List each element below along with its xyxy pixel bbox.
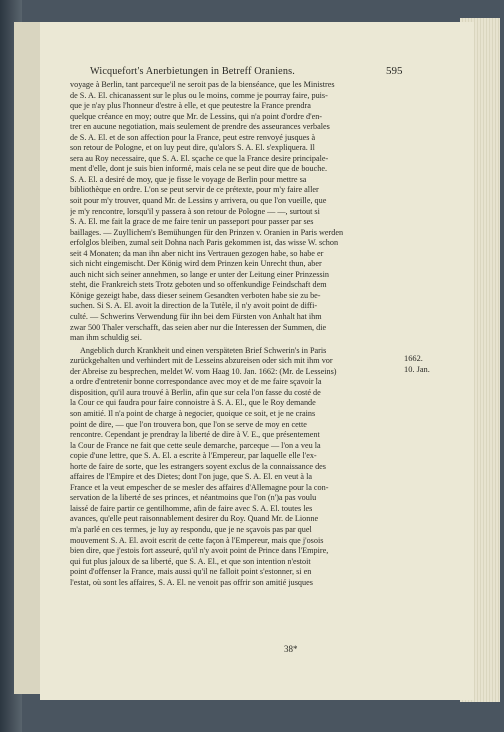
paragraph-1: [70, 80, 404, 344]
text-line: bibliothèque en ordre. L'on se peut servir de ce prétexte, pour m'y faire aller: [70, 185, 319, 195]
text-line: m'a parlé en ces termes, je luy ay respondu, que je ne sçavois pas par quel: [70, 524, 312, 534]
text-line: Angeblich durch Krankheit und einen verspäteten Brief Schwerin's in Paris: [80, 345, 327, 355]
text-line: qui fut plus jaloux de sa liberté, que S. A. El., et que son intention n'estoit: [70, 556, 311, 566]
text-line: S. A. El. me fait la grace de me faire tenir un passeport pour passer par ses: [70, 217, 314, 227]
text-line: horte de faire de sorte, que les estrangers soyent exclus de la connaissance des: [70, 461, 326, 471]
text-line: voyage à Berlin, tant parceque'il ne seroit pas de la bienséance, que les Ministres: [70, 80, 335, 89]
text-line: son retour de Pologne, et on luy peut dire, qu'alors S. A. El. s'expliquera. Il: [70, 143, 315, 153]
text-line: disposition, qu'il aura trouvé à Berlin, afin que sur cela l'on fasse du costé de: [70, 387, 321, 397]
text-line: rencontre. Cependant je prendray la liberté de dire à V. E., que présentement: [70, 430, 320, 440]
text-line: son amitié. Il n'a point de charge à negocier, quoique ce soit, et je ne crains: [70, 408, 316, 418]
text-line: trer en aucune negotiation, mais seulement de prendre des asseurances verbales: [70, 122, 330, 132]
text-line: zwar 500 Thaler verschafft, das seien aber nur die Interessen der Summen, die: [70, 322, 327, 332]
text-line: ment d'elle, dont je suis bien informé, mais cela ne se peut dire que de bouche.: [70, 164, 328, 174]
text-line: copie d'une lettre, que S. A. El. a escrite à l'Empereur, par laquelle elle l'ex-: [70, 451, 317, 461]
text-line: la Cour ce qui faudra pour faire connoistre à S. A. El., que le Roy demande: [70, 398, 316, 408]
text-line: de S. A. El. et de son affection pour la France, peut estre renvoyé jusques à: [70, 132, 316, 142]
margin-note-date: 10. Jan.: [404, 365, 430, 374]
paragraph-2: [70, 346, 404, 589]
text-line: l'estat, où sont les affaires, S. A. El. ne venoit pas offrir son amitié jusques: [70, 577, 313, 587]
text-line: soit pour m'y trouver, quand Mr. de Lessins y arrivera, ou que l'on vueille, que: [70, 196, 327, 206]
text-line: man ihm schuldig sei.: [70, 333, 142, 343]
margin-note-year: 1662.: [404, 354, 423, 363]
page-number: 595: [386, 65, 403, 77]
text-line: der Abreise zu besprechen, meldet W. vom Haag 10. Jan. 1662: (Mr. de Lesseins): [70, 366, 337, 376]
text-line: servation de la liberté de ses princes, et néantmoins que l'on (n')a pas voulu: [70, 493, 317, 503]
text-line: sich nicht eingemischt. Der König wird dem Prinzen kein Unrecht thun, aber: [70, 259, 322, 269]
text-line: que je n'ay plus l'honneur d'estre à elle, et que peutestre la France prendra: [70, 101, 311, 111]
text-line: sera au Roy necessaire, que S. A. El. sçache ce que la France desire principale-: [70, 153, 329, 163]
text-line: mouvement S. A. El. avoit escrit de cette façon à l'Empereur, mais que j'osois: [70, 535, 324, 545]
text-line: la Cour de France ne fait que cette seule demarche, parceque — l'on a veu la: [70, 440, 321, 450]
text-line: culté. — Schwerins Verwendung für ihn bei dem Fürsten von Anhalt hat ihm: [70, 312, 322, 322]
text-line: suchen. Si S. A. El. avoit la direction de la Tutèle, il n'y avoit point de diffi-: [70, 301, 318, 311]
text-line: seit 4 Monaten; da man ihn aber nicht ins Vertrauen gezogen habe, so habe er: [70, 248, 324, 258]
text-line: bien dire, que j'estois fort asseuré, qu'il n'y avoit point de Prince dans l'Empire,: [70, 546, 329, 556]
body-text: [70, 80, 404, 588]
signature-mark: 38*: [284, 644, 298, 654]
text-line: je m'y rencontre, lorsqu'il y passera à son retour de Pologne — —, surtout si: [70, 206, 320, 216]
text-line: a ordre d'entretenir bonne correspondance avec moy et de me faire sçavoir la: [70, 377, 322, 387]
text-line: zurückgehalten und verhindert mit de Lesseins abzureisen oder sich mit ihm vor: [70, 356, 333, 366]
text-line: steht, die Frankreich stets Trotz geboten und so offenkundige Feindschaft dem: [70, 280, 327, 290]
text-line: point d'offenser la France, mais aussi qu'il ne falloit point s'estonner, si en: [70, 567, 312, 577]
text-line: quelque créance en moy; outre que Mr. de Lessins, qui n'a point d'ordre d'en-: [70, 111, 323, 121]
text-line: erfolglos bleiben, zumal seit Dohna nach Paris gekommen ist, das wisse W. schon: [70, 238, 339, 248]
running-header: Wicquefort's Anerbietungen in Betreff Oraniens.: [90, 66, 295, 77]
text-line: affaires de l'Empire et des Dietes; dont l'on juge, que S. A. El. en veut à la: [70, 472, 312, 482]
text-line: auch nicht sich seiner annehmen, so lange er unter der Leitung einer Prinzessin: [70, 269, 329, 279]
text-line: laissé de faire partir ce gentilhomme, afin de faire avec S. A. El. toutes les: [70, 503, 313, 513]
document-page: [40, 22, 474, 700]
text-line: S. A. El. a desiré de moy, que je fisse le voyage de Berlin pour mettre sa: [70, 174, 307, 184]
text-line: de S. A. El. chicanassent sur le plus ou le moins, comme je pourray faire, puis-: [70, 90, 328, 100]
text-line: Könige gezeigt habe, dass dieser seinem Gesandten verboten habe sie zu be-: [70, 290, 321, 300]
text-line: point de dire, — que l'on trouvera bon, que l'on se serve de moy en cette: [70, 419, 307, 429]
text-line: avances, qu'elle peut raisonnablement desirer du Roy. Quand Mr. de Lionne: [70, 514, 319, 524]
text-line: France et la veut empescher de se mesler des affaires d'Allemagne pour la con-: [70, 482, 329, 492]
text-line: baillages. — Zuyllichem's Bemühungen für den Prinzen v. Oranien in Paris werden: [70, 227, 344, 237]
